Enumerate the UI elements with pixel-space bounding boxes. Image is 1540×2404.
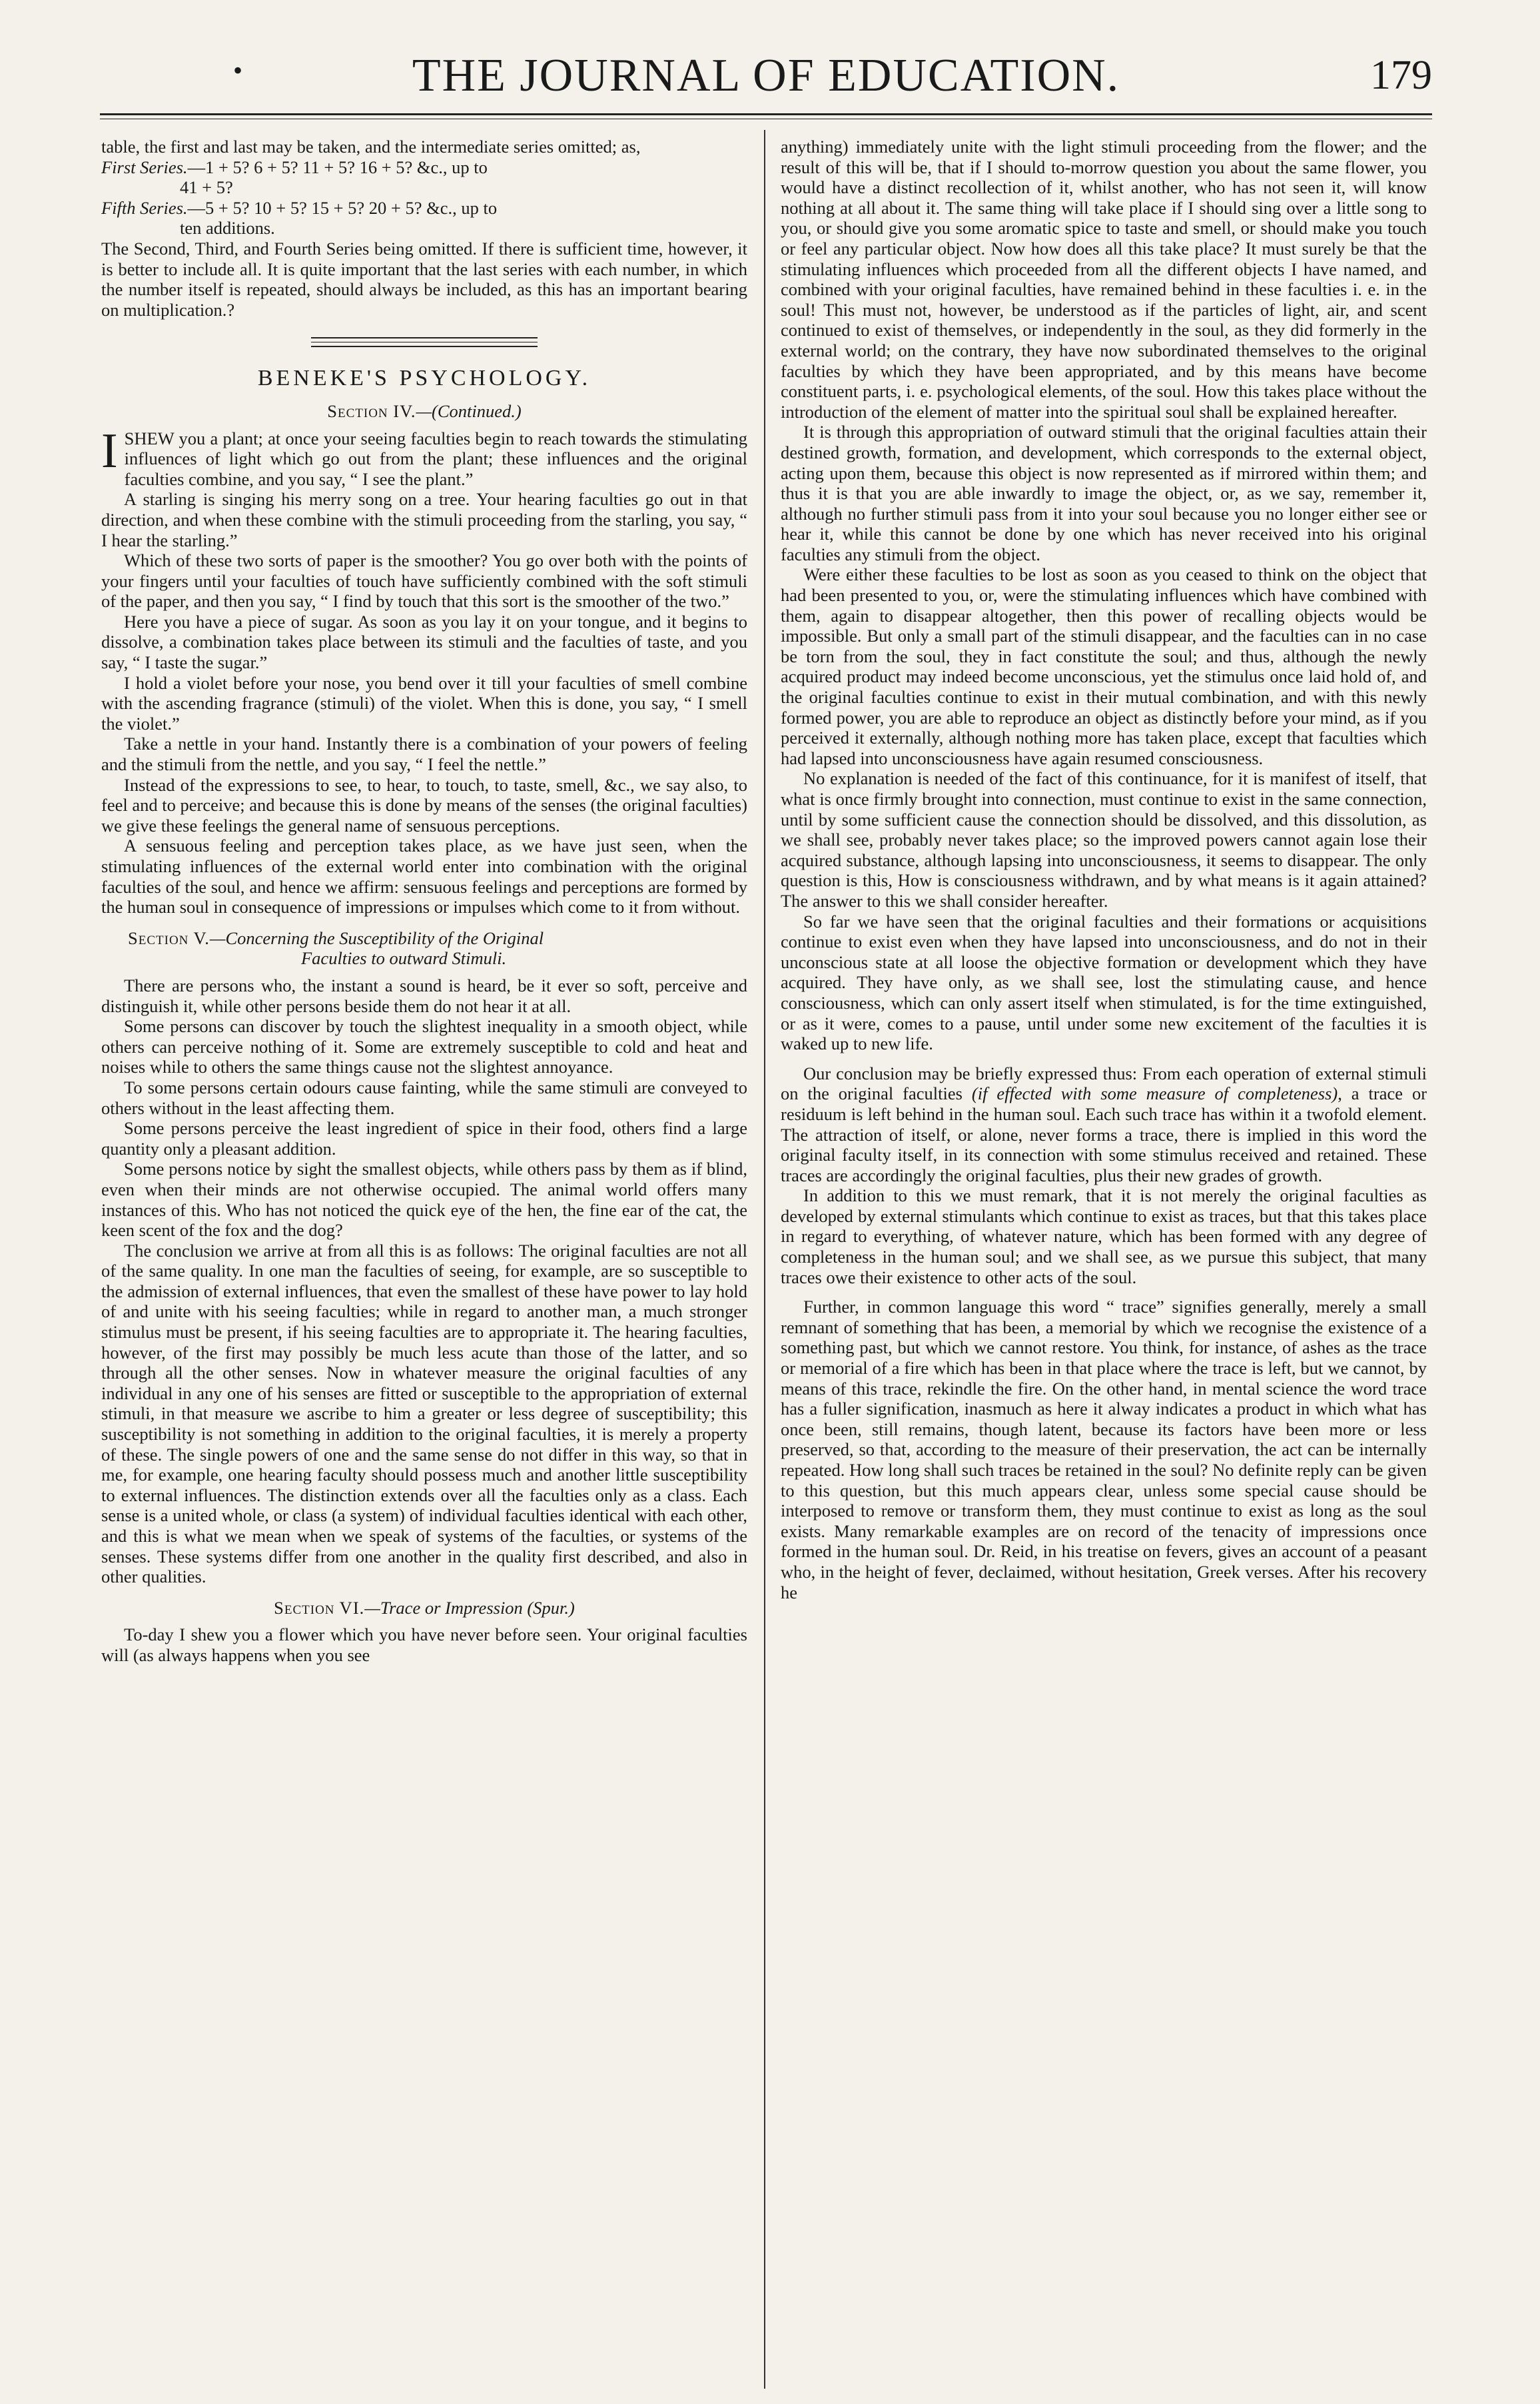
- paragraph: table, the first and last may be taken, and the intermediate series omitted; as,: [101, 137, 641, 157]
- right-column: [781, 137, 1427, 2392]
- paragraph: The conclusion we arrive at from all this is as follows: The original faculties are not all of the same quality. In one man the faculties of seeing, for example, are so susceptible to the admission of external influences, that even the smallest of these have power to lay hold of and unite with his seeing faculties; while in regard to another man, a much stronger stimulus must be present, if his seeing faculties are to appropriate it. The hearing faculties, however, of the first may possibly be much less acute than those of the latter, and so through all the other senses. Now in whatever measure the original faculties of any individual in any one of his senses are fitted or susceptible to the appropriation of external stimuli, in that measure we ascribe to him a greater or less degree of susceptibility; this susceptibility is not something in addition to the original faculties, it is merely a property of these. The single powers of one and the same sense do not differ in this way, so that in me, for example, one hearing faculty should possess much and another little susceptibility to external influences. The distinction extends over all the faculties only as a class. Each sense is a united whole, or class (a system) of individual faculties identical with each other, and this is what we mean when we speak of systems of the faculties, or systems of the senses. These systems differ from one another in the quality first described, and also in other qualities.: [101, 1240, 747, 1587]
- series-continuation: 41 + 5?: [180, 177, 233, 198]
- section-label: Section IV.: [327, 400, 416, 421]
- paragraph: Here you have a piece of sugar. As soon as you lay it on your tongue, and it begins to dissolve, a combination takes place between its stimuli and the faculties of taste, and you say, “ I taste the sugar.”: [101, 611, 747, 673]
- paragraph: There are persons who, the instant a sound is heard, be it ever so soft, perceive and distinguish it, while other persons beside them do not hear it at all.: [101, 975, 747, 1016]
- first-series: [101, 157, 747, 198]
- paragraph: Further, in common language this word “ trace” signifies generally, merely a small remnant of something that has been, a memorial by which we recognise the existence of a something past, but which we cannot restore. You think, for instance, of ashes as the trace or memorial of a fire which has been in that place where the trace is left, but we cannot, by means of this trace, rekindle the fire. On the other hand, in mental science the word trace has a fuller signification, inasmuch as here it alway indicates a product in which what has once been, still remains, though latent, because its factors have been more or less preserved, so that, according to the measure of their preservation, the act can be internally repeated. How long shall such traces be retained in the soul? No definite reply can be given to this question, but this much appears clear, unless some special cause should be interposed to remove or transform them, they must continue to exist as long as the soul exists. Many remarkable examples are on record of the tenacity of impressions once formed in the human soul. Dr. Reid, in his treatise on fevers, gives an account of a peasant who, in the height of fever, declaimed, without hesitation, Greek verses. After his recovery he: [781, 1297, 1427, 1602]
- page-number: 179: [1370, 53, 1432, 98]
- paragraph: To-day I shew you a flower which you have never before seen. Your original faculties will (as always happens when you see: [101, 1624, 747, 1665]
- paragraph: Some persons perceive the least ingredient of spice in their food, others find a large quantity only a pleasant addition.: [101, 1118, 747, 1159]
- series-label: First Series.: [101, 157, 188, 177]
- series-continuation: ten additions.: [180, 218, 275, 239]
- paragraph: In addition to this we must remark, that it is not merely the original faculties as developed by external stimulants which continue to exist as traces, but that this takes place in regard to everything, of whatever nature, which has been formed with any degree of completeness in the human soul; and we shall see, as we pursue this subject, that many traces owe their existence to other acts of the soul.: [781, 1185, 1427, 1287]
- paragraph: [101, 423, 747, 490]
- paragraph: So far we have seen that the original faculties and their formations or acquisitions continue to exist even when they have lapsed into unconsciousness, and do not in their unconscious state at all loose the objective formation or development which they have acquired. They have only, as we shall see, lost the stimulating cause, and hence consciousness, which can only assert itself when stimulated, is for the time extinguished, or as it were, comes to a pause, until under some new excitement of the faculties it is waked up to new life.: [781, 911, 1427, 1054]
- paragraph: Which of these two sorts of paper is the smoother? You go over both with the points of your fingers until your faculties of touch have sufficiently combined with the soft stimuli of the paper, and then you say, “ I find by touch that this sort is the smoother of the two.”: [101, 550, 747, 612]
- series-label: Fifth Series.: [101, 197, 188, 218]
- paragraph: Some persons notice by sight the smallest objects, while others pass by them as if blind, even when their minds are not otherwise occupied. The animal world offers many instances of this. Who has not noticed the quick eye of the hen, the fine ear of the cat, the keen scent of the fox and the dog?: [101, 1159, 747, 1241]
- paragraph: Some persons can discover by touch the slightest inequality in a smooth object, while others can perceive nothing of it. Some are extremely susceptible to cold and heat and noises while to others the same things cause not the slightest annoyance.: [101, 1016, 747, 1077]
- paragraph: It is through this appropriation of outward stimuli that the original faculties attain their destined growth, formation, and development, which corresponds to the external object, acting upon them, because this object is now represented as if mirrored within them; and thus it is that you are able inwardly to image the object, or, as we say, remember it, although no further stimuli pass from it into your soul because you no longer either see or hear it, while this cannot be done by one which has never received into his original faculties any stimuli from the object.: [781, 422, 1427, 564]
- paragraph: anything) immediately unite with the light stimuli proceeding from the flower; and the result of this will be, that if I should to-morrow question you about the same flower, you would have a distinct recollection of it, whilst another, who has not seen it, will know nothing at all about it. The same thing will take place if I should sing over a little song to you, or should give you some aromatic spice to taste and smell, or should make you touch or feel any particular object. Now how does all this take place? It must surely be that the stimulating influences which proceeded from all the different objects I have named, and combined with your original faculties, have remained behind in these faculties i. e. in the soul! This must not, however, be understood as if the particles of light, air, and scent continued to exist of themselves, or independently in the soul, as they did formerly in the external world; on the contrary, they have now subordinated themselves to the original faculties by which they have been appropriated, and by this means have become constituent parts, i. e. psychological elements, of the soul. How this takes place without the introduction of the element of matter into the spiritual soul shall be explained hereafter.: [781, 137, 1427, 422]
- section-label: Section VI.: [274, 1597, 365, 1618]
- paragraph: The Second, Third, and Fourth Series being omitted. If there is sufficient time, however, it is better to include all. It is quite important that the last series with each number, in which the number itself is repeated, should always be included, as this has an important bearing on multiplication.?: [101, 238, 747, 320]
- section-heading: [101, 1598, 747, 1618]
- paragraph-italic: (if effected with some measure of completeness): [971, 1083, 1338, 1104]
- ornamental-rule: [311, 337, 538, 347]
- header-bullet: •: [233, 55, 243, 85]
- section-heading: [101, 401, 747, 422]
- paragraph-text: SHEW you a plant; at once your seeing faculties begin to reach towards the stimulating influences of light which go out from the plant; these influences and the original faculties combine, and you say, “ I see the plant.”: [124, 428, 747, 489]
- paragraph: I hold a violet before your nose, you bend over it till your faculties of smell combine with the ascending fragrance (stimuli) of the violet. When this is done, you say, “ I smell the violet.”: [101, 672, 747, 734]
- header-rule-thick: [100, 113, 1432, 115]
- section-heading: [101, 928, 747, 969]
- left-column: [101, 137, 747, 2392]
- paragraph: A sensuous feeling and perception takes place, as we have just seen, when the stimulating influences of the external world enter into combination with the original faculties of the soul, and hence we affirm: sensuous feelings and perceptions are formed by the human soul in consequence of impressions or impulses which come to it from without.: [101, 836, 747, 917]
- section-subtitle: —Concerning the Susceptibility of the Original: [209, 927, 544, 948]
- section-label: Section V.: [128, 927, 210, 948]
- paragraph: No explanation is needed of the fact of this continuance, for it is manifest of itself, that what is once firmly brought into connection, must continue to exist in the same connection, until by some sufficient cause the connection should be dissolved, and this dissolution, as we shall see, probably never takes place; so the improved powers cannot again lose their acquired substance, although lapsing into unconsciousness, it seems to disappear. The only question is this, How is consciousness withdrawn, and by what means is it again attained? The answer to this we shall consider hereafter.: [781, 768, 1427, 911]
- fifth-series: [101, 198, 747, 239]
- section-subtitle-line2: Faculties to outward Stimuli.: [301, 948, 507, 969]
- series-text: —1 + 5? 6 + 5? 11 + 5? 16 + 5? &c., up to: [187, 157, 488, 177]
- paragraph: To some persons certain odours cause fainting, while the same stimuli are conveyed to others without in the least affecting them.: [101, 1077, 747, 1118]
- paragraph: A starling is singing his merry song on a tree. Your hearing faculties go out in that direction, and when these combine with the stimuli proceeding from the starling, you say, “ I hear the starling.”: [101, 489, 747, 550]
- page-header: [100, 40, 1432, 113]
- paragraph-text: , a trace or residuum is left behind in the human soul. Each such trace has within it a twofold element. The attraction of itself, or alone, never forms a trace, there is implied in this word the original faculty itself, in its connection with some stimulus received and retained. These traces are accordingly the original faculties, plus their new grades of growth.: [781, 1083, 1427, 1185]
- paragraph-text: Our conclusion may be briefly expressed thus: From each operation of external stimuli on the original faculties: [781, 1063, 1427, 1104]
- section-subtitle: —Trace or Impression (Spur.): [364, 1597, 575, 1618]
- series-text: —5 + 5? 10 + 5? 15 + 5? 20 + 5? &c., up to: [187, 197, 498, 218]
- paragraph: [781, 1063, 1427, 1186]
- drop-cap: I: [101, 423, 118, 478]
- column-divider: [764, 130, 765, 2389]
- journal-title: THE JOURNAL OF EDUCATION.: [412, 50, 1120, 101]
- article-title: BENEKE'S PSYCHOLOGY.: [257, 366, 591, 391]
- paragraph: Take a nettle in your hand. Instantly there is a combination of your powers of feeling and the stimuli from the nettle, and you say, “ I feel the nettle.”: [101, 734, 747, 775]
- paragraph: Instead of the expressions to see, to hear, to touch, to taste, smell, &c., we say also, to feel and to perceive; and because this is done by means of the senses (the original faculties) we give these feelings the general name of sensuous perceptions.: [101, 774, 747, 836]
- section-subtitle: —(Continued.): [416, 400, 522, 421]
- paragraph: Were either these faculties to be lost as soon as you ceased to think on the object that had been presented to you, or, were the stimulating influences which have combined with them, again to disappear altogether, then this power of recalling objects would be impossible. But only a small part of the stimuli disappear, and the faculties can in no case be torn from the soul, they in fact constitute the soul; and thus, although the newly acquired product may indeed become unconscious, yet the stimulus once laid hold of, and the original faculties continue to exist in their mutual combination, and with this newly formed power, you are able to reproduce an object as distinctly before your mind, as if you perceived it externally, although nothing more has taken place, except that faculties which had lapsed into unconsciousness have again resumed consciousness.: [781, 564, 1427, 768]
